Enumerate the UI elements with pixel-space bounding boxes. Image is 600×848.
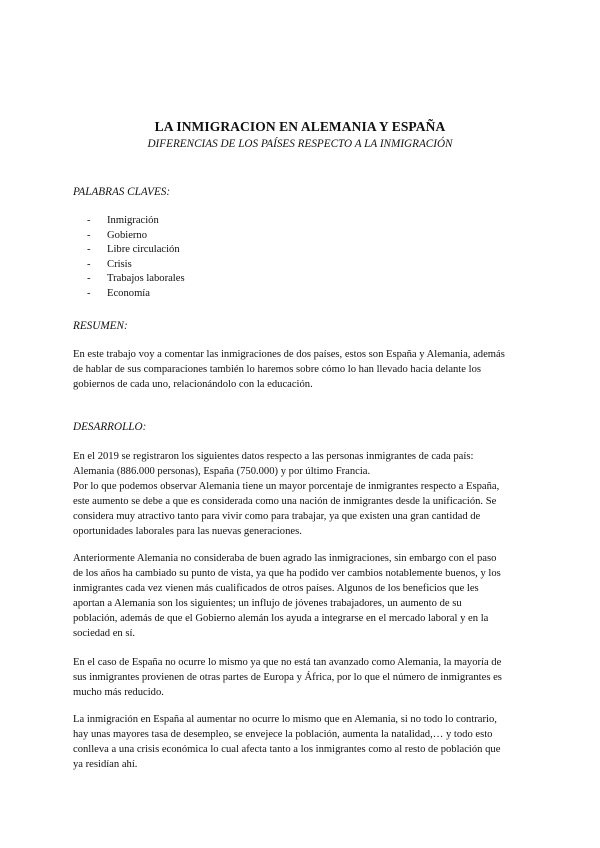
summary-heading: RESUMEN: — [73, 320, 128, 332]
text-line: Alemania (886.000 personas), España (750.000) y por último Francia. — [73, 466, 371, 477]
summary-paragraph — [73, 347, 535, 392]
development-paragraph-4 — [73, 712, 535, 772]
text-line: de los años ha cambiado su punto de vista, ya que ha podido ver cambios notablemente buenos, y los — [73, 568, 501, 579]
text-line: este aumento se debe a que es considerada como una nación de inmigrantes desde la unificación. Se — [73, 496, 497, 507]
keyword-text: Economía — [107, 287, 150, 299]
text-line: En el 2019 se registraron los siguientes datos respecto a las personas inmigrantes de cada país: — [73, 451, 474, 462]
text-line: inmigrantes cada vez vienen más cualificados de otros países. Algunos de los beneficios que les — [73, 583, 479, 594]
keywords-heading: PALABRAS CLAVES: — [73, 186, 171, 198]
text-line: hay unas mayores tasa de desempleo, se envejece la población, aumenta la natalidad,… y todo esto — [73, 729, 493, 740]
bullet-dash: - — [87, 244, 91, 256]
keyword-item — [87, 229, 185, 244]
bullet-dash: - — [87, 215, 91, 226]
text-line: En este trabajo voy a comentar las inmigraciones de dos países, estos son España y Alemania, además — [73, 349, 505, 360]
development-heading: DESARROLLO: — [73, 421, 147, 433]
bullet-dash: - — [87, 287, 91, 299]
bullet-dash: - — [87, 273, 91, 285]
keyword-item — [87, 258, 185, 273]
text-line: La inmigración en España al aumentar no ocurre lo mismo que en Alemania, si no todo lo contrario, — [73, 714, 497, 725]
keyword-text: Libre circulación — [107, 244, 180, 256]
keywords-list — [87, 214, 185, 302]
text-line: ya residían ahí. — [73, 759, 138, 770]
text-line: conlleva a una crisis económica lo cual afecta tanto a los inmigrantes como al resto de población que — [73, 744, 501, 755]
text-line: sociedad en sí. — [73, 628, 136, 639]
development-paragraph-1 — [73, 449, 535, 539]
text-line: población, además de que el Gobierno alemán los ayuda a integrarse en el mercado laboral y en la — [73, 613, 489, 624]
development-paragraph-2 — [73, 551, 535, 641]
keyword-text: Inmigración — [107, 215, 159, 226]
document-subtitle: DIFERENCIAS DE LOS PAÍSES RESPECTO A LA INMIGRACIÓN — [147, 138, 453, 150]
bullet-dash: - — [87, 229, 91, 241]
keyword-item — [87, 243, 185, 258]
text-line: En el caso de España no ocurre lo mismo ya que no está tan avanzado como Alemania, la mayoría de — [73, 657, 502, 668]
text-line: aportan a Alemania son los siguientes; un influjo de jóvenes trabajadores, un aumento de su — [73, 598, 462, 609]
document-title: LA INMIGRACION EN ALEMANIA Y ESPAÑA — [154, 119, 446, 134]
text-line: sus inmigrantes provienen de otras partes de Europa y África, por lo que el número de inmigrantes es — [73, 672, 502, 683]
text-line: oportunidades laborales para las nuevas generaciones. — [73, 526, 302, 537]
text-line: gobiernos de cada uno, relacionándolo con la educación. — [73, 379, 313, 390]
text-line: Anteriormente Alemania no consideraba de buen agrado las inmigraciones, sin embargo con el paso — [73, 553, 497, 564]
bullet-dash: - — [87, 258, 91, 270]
text-line: mucho más reducido. — [73, 687, 164, 698]
keyword-text: Gobierno — [107, 229, 148, 241]
text-line: considera muy atractivo tanto para vivir como para trabajar, ya que existen una gran cantidad de — [73, 511, 481, 522]
keyword-item — [87, 214, 185, 229]
keyword-text: Trabajos laborales — [107, 273, 185, 285]
development-paragraph-3 — [73, 655, 535, 700]
text-line: de hablar de sus comparaciones también lo haremos sobre cómo lo han llevado hacia delante los — [73, 364, 482, 375]
keyword-item — [87, 272, 185, 287]
keyword-item — [87, 287, 185, 302]
text-line: Por lo que podemos observar Alemania tiene un mayor porcentaje de inmigrantes respecto a España, — [73, 481, 500, 492]
keyword-text: Crisis — [107, 258, 132, 270]
